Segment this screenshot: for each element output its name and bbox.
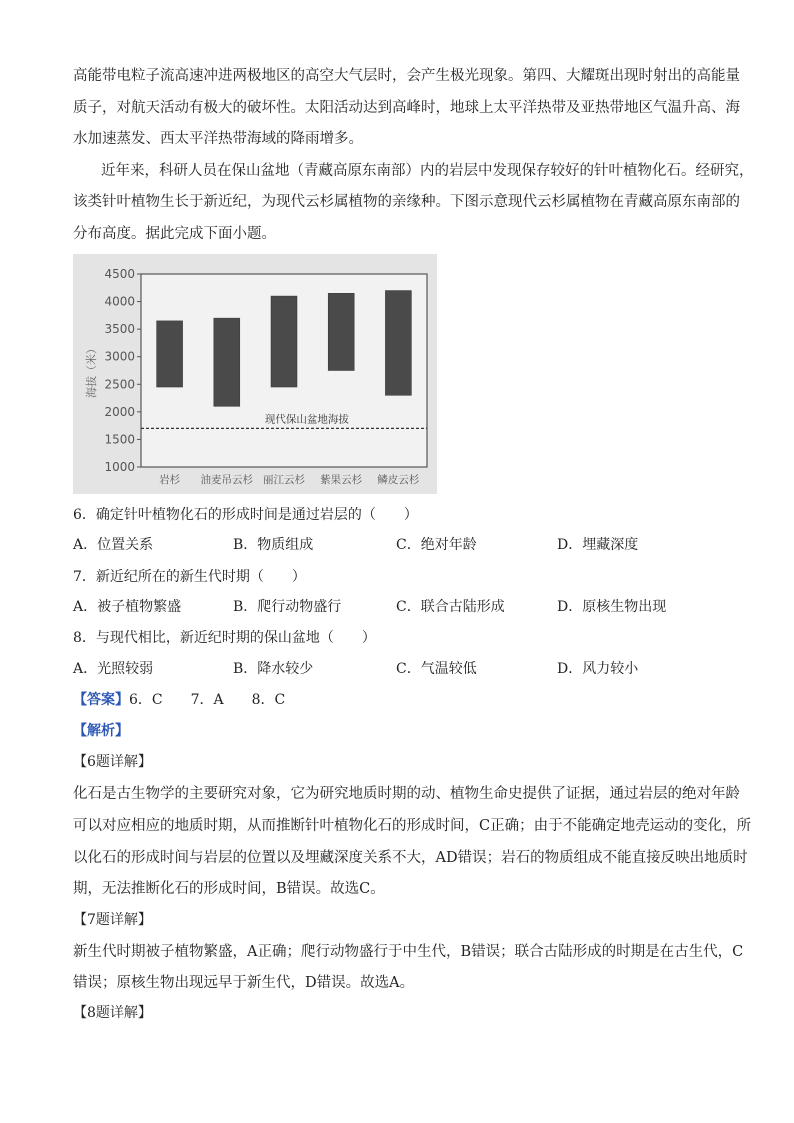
question-7-option-c: C．联合古陆形成 [396, 599, 505, 615]
y-tick-label: 2000 [104, 404, 135, 419]
y-tick-label: 4000 [104, 294, 135, 309]
detail-6-line: 期，无法推断化石的形成时间，B错误。故选C。 [73, 881, 385, 897]
text-line: 水加速蒸发、西太平洋热带海域的降雨增多。 [73, 131, 363, 147]
range-bar [271, 296, 297, 387]
detail-8-title: 【8题详解】 [73, 1005, 152, 1021]
question-7-option-d: D．原核生物出现 [557, 599, 667, 615]
answer-text: 6．C 7．A 8．C [129, 692, 286, 708]
question-7-option-b: B．爬行动物盛行 [233, 599, 342, 615]
text-line: 近年来，科研人员在保山盆地（青藏高原东南部）内的岩层中发现保存较好的针叶植物化石。经研究， [101, 163, 754, 179]
reference-line-label: 现代保山盆地海拔 [264, 413, 349, 426]
y-tick-label: 3500 [104, 322, 135, 337]
x-category-label: 紫果云杉 [320, 474, 363, 486]
y-axis-label: 海拔（米） [85, 343, 98, 398]
question-6-option-a: A．位置关系 [73, 537, 154, 553]
detail-6-line: 化石是古生物学的主要研究对象，它为研究地质时期的动、植物生命史提供了证据，通过岩层的绝对年龄 [73, 786, 740, 802]
x-category-label: 丽江云杉 [263, 474, 305, 486]
question-8-option-c: C．气温较低 [396, 661, 477, 677]
altitude-chart-svg [73, 254, 437, 494]
detail-7-line: 新生代时期被子植物繁盛，A正确；爬行动物盛行于中生代，B错误；联合古陆形成的时期是在古生代，C [73, 944, 744, 960]
text-line: 高能带电粒子流高速冲进两极地区的高空大气层时，会产生极光现象。第四、大耀斑出现时射出的高能量 [73, 68, 740, 84]
detail-6-line: 以化石的形成时间与岩层的位置以及埋藏深度关系不大，AD错误；岩石的物质组成不能直接反映出地质时 [73, 850, 748, 866]
x-category-label: 鳞皮云杉 [377, 474, 420, 486]
question-6-option-c: C．绝对年龄 [396, 537, 477, 553]
y-tick-label: 3000 [104, 349, 135, 364]
text-line: 该类针叶植物生长于新近纪，为现代云杉属植物的亲缘种。下图示意现代云杉属植物在青藏高原东南部的 [73, 194, 740, 210]
question-6-option-d: D．埋藏深度 [557, 537, 639, 553]
x-category-label: 油麦吊云杉 [200, 474, 254, 486]
question-8-option-a: A．光照较弱 [73, 661, 154, 677]
x-category-label: 岩杉 [159, 474, 181, 486]
answer-line [73, 690, 285, 710]
y-tick-label: 1000 [104, 460, 135, 474]
altitude-chart [73, 254, 437, 494]
detail-7-title: 【7题详解】 [73, 912, 152, 928]
detail-6-line: 可以对应相应的地质时期，从而推断针叶植物化石的形成时间，C正确；由于不能确定地壳运动的变化，所 [73, 818, 752, 834]
question-7-stem: 7．新近纪所在的新生代时期（ ） [73, 569, 306, 585]
y-tick-label: 4500 [104, 267, 135, 281]
text-line: 质子，对航天活动有极大的破坏性。太阳活动达到高峰时，地球上太平洋热带及亚热带地区气温升高、海 [73, 100, 740, 116]
detail-6-title: 【6题详解】 [73, 754, 152, 770]
range-bar [214, 318, 240, 406]
question-6-option-b: B．物质组成 [233, 537, 314, 553]
range-bar [385, 291, 411, 396]
question-8-option-b: B．降水较少 [233, 661, 314, 677]
y-tick-label: 2500 [104, 377, 135, 392]
range-bar [328, 293, 354, 370]
text-line: 分布高度。据此完成下面小题。 [73, 226, 276, 242]
question-8-stem: 8．与现代相比，新近纪时期的保山盆地（ ） [73, 630, 376, 646]
question-8-option-d: D．风力较小 [557, 661, 639, 677]
y-tick-label: 1500 [104, 432, 135, 447]
analysis-tag: 【解析】 [73, 723, 129, 739]
question-7-option-a: A．被子植物繁盛 [73, 599, 182, 615]
detail-7-line: 错误；原核生物出现远早于新生代，D错误。故选A。 [73, 975, 415, 991]
range-bar [157, 321, 183, 387]
answer-tag: 【答案】 [73, 692, 129, 708]
question-6-stem: 6．确定针叶植物化石的形成时间是通过岩层的（ ） [73, 507, 418, 523]
